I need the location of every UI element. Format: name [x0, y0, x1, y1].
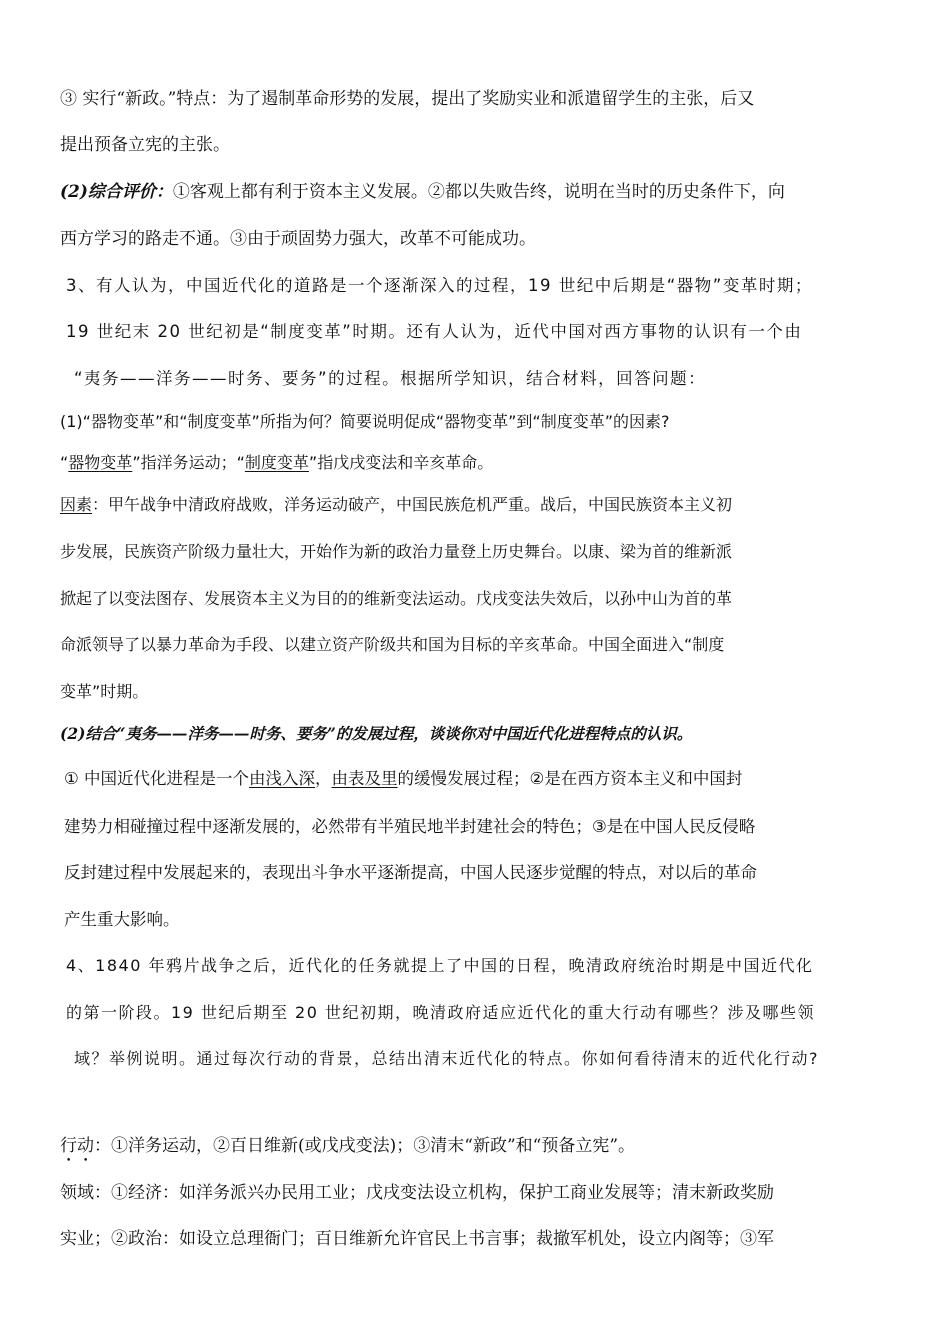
artifact-reform-term: 器物变革 — [68, 453, 133, 472]
surface-to-inside-term: 由表及里 — [331, 769, 398, 788]
question-3-sub-2: (2)结合“夷务——洋务——时务、要务”的发展过程，谈谈你对中国近代化进程特点的认识。 — [60, 724, 693, 743]
domains-line-1: 领域：①经济：如洋务派兴办民用工业；戊戌变法设立机构，保护工商业发展等；清末新政奖励 — [60, 1183, 774, 1203]
factors-label: 因素 — [60, 495, 93, 514]
factors-line-3: 掀起了以变法图存、发展资本主义为目的的维新变法运动。戊戌变法失效后，以孙中山为首的革 — [60, 589, 733, 608]
answer-3-1 — [60, 452, 493, 474]
evaluation-heading: (2)综合评价： — [60, 182, 173, 202]
answer-3-1-part-1: “ — [60, 453, 69, 472]
institution-reform-term: 制度变革 — [244, 453, 309, 472]
shallow-to-deep-term: 由浅入深 — [249, 769, 316, 788]
question-4-line-2: 的第一阶段。19 世纪后期至 20 世纪初期，晚清政府适应近代化的重大行动有哪些？涉及哪些领 — [66, 1003, 815, 1022]
factors-line-2: 步发展，民族资产阶级力量壮大，开始作为新的政治力量登上历史舞台。以康、梁为首的维新派 — [60, 542, 733, 561]
question-4-line-1: 4、1840 年鸦片战争之后，近代化的任务就提上了中国的日程，晚清政府统治时期是中国近代化 — [66, 956, 814, 975]
actions-label: 行动 — [60, 1136, 94, 1156]
factors-line-1 — [60, 494, 732, 516]
actions-line — [60, 1135, 635, 1166]
question-3-sub-1: (1)“器物变革”和“制度变革”所指为何？简要说明促成“器物变革”到“制度变革”的因素? — [60, 412, 670, 431]
evaluation-text-1: ①客观上都有利于资本主义发展。②都以失败告终，说明在当时的历史条件下，向 — [172, 182, 785, 202]
answer-3-1-part-2: ”指洋务运动；“ — [132, 453, 245, 472]
new-policy-line-2: 提出预备立宪的主张。 — [60, 135, 230, 155]
answer-3-2-line-3: 反封建过程中发展起来的，表现出斗争水平逐渐提高，中国人民逐步觉醒的特点，对以后的革命 — [64, 863, 757, 882]
answer-3-2-part-3: 的缓慢发展过程；②是在西方资本主义和中国封 — [397, 769, 743, 788]
question-3-line-1: 3、有人认为，中国近代化的道路是一个逐渐深入的过程，19 世纪中后期是“器物”变革时期； — [66, 276, 813, 295]
answer-3-2-line-4: 产生重大影响。 — [64, 910, 180, 929]
actions-text: ：①洋务运动，②百日维新(或戊戌变法)；③清末“新政”和“预备立宪”。 — [94, 1136, 636, 1156]
answer-3-2-part-1: ① 中国近代化进程是一个 — [64, 769, 250, 788]
evaluation-line-1 — [60, 181, 785, 203]
question-4-line-3: 域？举例说明。通过每次行动的背景，总结出清末近代化的特点。你如何看待清末的近代化行动? — [74, 1049, 819, 1068]
question-3-line-3: “夷务——洋务——时务、要务”的过程。根据所学知识，结合材料，回答问题： — [74, 369, 707, 388]
domains-line-2: 实业；②政治：如设立总理衙门；百日维新允许官民上书言事；裁撤军机处，设立内阁等；③军 — [60, 1229, 774, 1249]
factors-text-1: ：甲午战争中清政府战败，洋务运动破产，中国民族危机严重。战后，中国民族资本主义初 — [92, 495, 733, 514]
answer-3-2-line-1 — [64, 768, 742, 790]
answer-3-2-part-2: ， — [315, 769, 332, 788]
new-policy-line-1: ③ 实行“新政。”特点：为了遏制革命形势的发展，提出了奖励实业和派遣留学生的主张，后又 — [60, 89, 755, 109]
factors-line-5: 变革”时期。 — [60, 682, 149, 701]
answer-3-1-part-3: ”指戊戌变法和辛亥革命。 — [308, 453, 494, 472]
question-3-line-2: 19 世纪末 20 世纪初是“制度变革”时期。还有人认为，近代中国对西方事物的认识有一个由 — [66, 322, 803, 341]
evaluation-line-2: 西方学习的路走不通。③由于顽固势力强大，改革不可能成功。 — [60, 229, 536, 249]
factors-line-4: 命派领导了以暴力革命为手段、以建立资产阶级共和国为目标的辛亥革命。中国全面进入“制度 — [60, 635, 725, 654]
answer-3-2-line-2: 建势力相碰撞过程中逐渐发展的，必然带有半殖民地半封建社会的特色；③是在中国人民反侵略 — [64, 817, 756, 836]
